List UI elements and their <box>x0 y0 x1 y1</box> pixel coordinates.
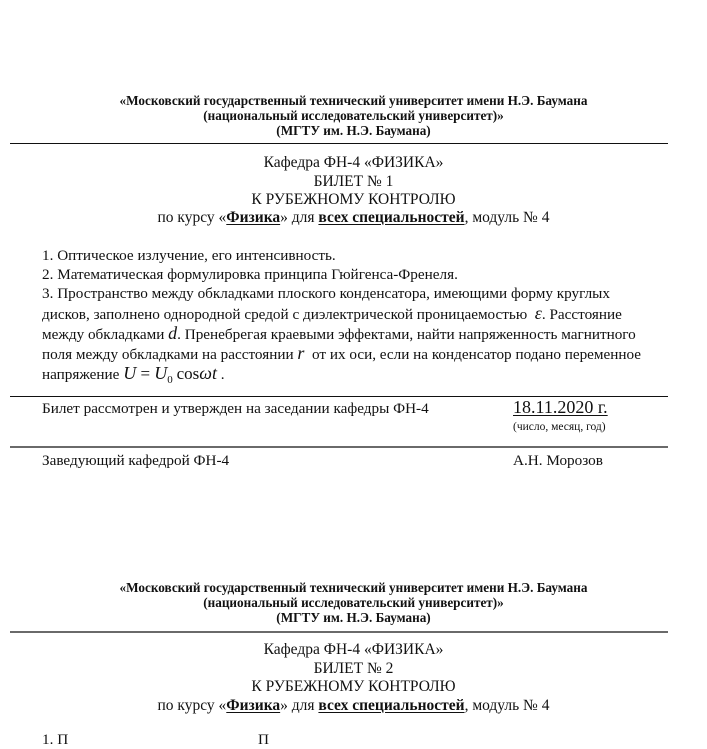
course-name: Физика <box>226 209 281 226</box>
university-abbreviation: (МГТУ им. Н.Э. Баумана) <box>276 610 431 625</box>
course-prefix: по курсу « <box>157 697 227 714</box>
university-name-line2: (национальный исследовательский университет)» <box>203 108 504 123</box>
question-2: 2. Математическая формулировка принципа Гюйгенса-Френеля. <box>42 266 458 284</box>
question-3-line2: дисков, заполнено однородной средой с диэлектрической проницаемостью ε. Расстояние <box>42 302 622 323</box>
course-name: Физика <box>226 697 281 714</box>
course-suffix: , модуль № 4 <box>464 209 550 226</box>
course-line <box>0 697 707 715</box>
control-type: К РУБЕЖНОМУ КОНТРОЛЮ <box>251 678 456 695</box>
department-name: Кафедра ФН-4 «ФИЗИКА» <box>263 154 444 171</box>
control-type: К РУБЕЖНОМУ КОНТРОЛЮ <box>251 191 456 208</box>
question-3-line1: 3. Пространство между обкладками плоского конденсатора, имеющими форму круглых <box>42 285 610 303</box>
course-audience: всех специальностей <box>318 697 465 714</box>
department-name: Кафедра ФН-4 «ФИЗИКА» <box>263 641 444 658</box>
question-3-line5: напряжение $U = U_0$ cosωt . <box>42 363 225 387</box>
course-audience: всех специальностей <box>318 209 465 226</box>
header-divider <box>10 631 668 633</box>
course-suffix: , модуль № 4 <box>464 697 550 714</box>
ticket-title: БИЛЕТ № 2 <box>313 660 394 677</box>
university-name-line1: «Московский государственный технический университет имени Н.Э. Баумана <box>119 580 588 595</box>
voltage-formula: $U = U_0$ cosωt <box>123 363 217 387</box>
university-name-line2: (национальный исследовательский университет)» <box>203 595 504 610</box>
epsilon-symbol: ε <box>534 302 542 323</box>
head-name: А.Н. Морозов <box>513 452 603 469</box>
course-mid: » для <box>280 209 319 226</box>
question-list <box>42 246 684 390</box>
course-mid: » для <box>280 697 319 714</box>
question-1-cutoff: 1. П П <box>42 731 269 748</box>
ticket-title: БИЛЕТ № 1 <box>313 173 394 190</box>
approval-date-caption: (число, месяц, год) <box>513 421 606 433</box>
university-abbreviation: (МГТУ им. Н.Э. Баумана) <box>276 123 431 138</box>
question-3-line4: поля между обкладками на расстоянии r от их оси, если на конденсатор подано переменное <box>42 343 642 364</box>
approval-text: Билет рассмотрен и утвержден на заседании кафедры ФН-4 <box>42 400 429 417</box>
question-1: 1. Оптическое излучение, его интенсивность. <box>42 247 336 264</box>
course-line <box>0 209 707 227</box>
head-title: Заведующий кафедрой ФН-4 <box>42 452 230 469</box>
approval-divider <box>10 446 668 448</box>
question-3 <box>42 284 684 390</box>
course-prefix: по курсу « <box>157 209 227 226</box>
r-symbol: r <box>297 343 305 364</box>
question-3-line3: между обкладками d. Пренебрегая краевыми эффектами, найти напряженность магнитного <box>42 322 636 343</box>
university-name-line1: «Московский государственный технический университет имени Н.Э. Баумана <box>119 93 588 108</box>
d-symbol: d <box>168 322 178 343</box>
header-divider <box>10 143 668 144</box>
approval-date: 18.11.2020 г. <box>513 397 608 417</box>
